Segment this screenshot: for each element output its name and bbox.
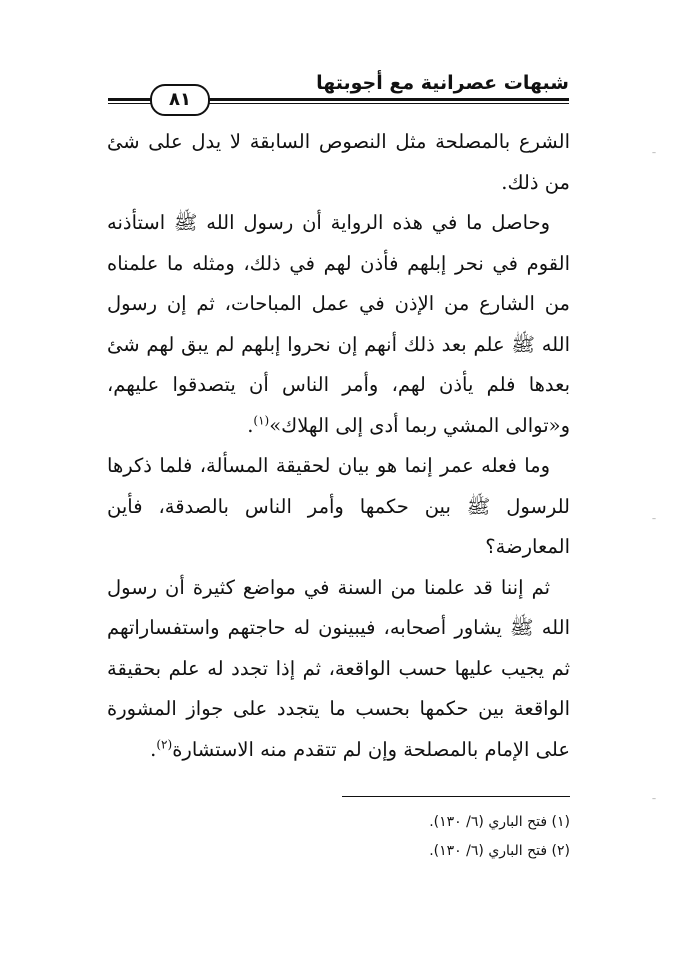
page-number: ٨١ (150, 84, 210, 116)
footnote-ref-2: (٢) (156, 737, 173, 751)
paragraph-narration-text: وحاصل ما في هذه الرواية أن رسول الله ﷺ استأذنه القوم في نحر إبلهم فأذن لهم في ذلك، ومثله ما علمناه من الشارع من الإذن في عمل المباحات، ثم إن رسول الله ﷺ علم بعد ذلك أنهم إن نحروا إبلهم لم يبق لهم شئ بعدها فلم يأذن لهم، وأمر الناس أن يتصدقوا عليهم، و«توالى المشي ربما أدى إلى الهلاك» (107, 211, 570, 437)
page-body (107, 122, 570, 770)
scan-edge-mark: – (652, 794, 656, 803)
paragraph-narration (107, 203, 570, 446)
scan-edge-mark: – (652, 148, 656, 157)
paragraph-narration-period: . (247, 413, 254, 437)
footnote-1: (١) فتح الباري (٦/ ١٣٠). (429, 814, 570, 830)
paragraph-sunnah-period: . (150, 737, 157, 761)
paragraph-sunnah (107, 568, 570, 771)
footnotes (107, 808, 570, 866)
paragraph-continuation: الشرع بالمصلحة مثل النصوص السابقة لا يدل على شئ من ذلك. (107, 130, 570, 194)
running-header (108, 72, 569, 118)
paragraph-umar: وما فعله عمر إنما هو بيان لحقيقة المسألة، فلما ذكرها للرسول ﷺ بين حكمها وأمر الناس بالصدقة، فأين المعارضة؟ (107, 454, 570, 558)
paragraph-sunnah-text: ثم إننا قد علمنا من السنة في مواضع كثيرة أن رسول الله ﷺ يشاور أصحابه، فيبينون له حاجتهم واستفساراتهم ثم يجيب عليها حسب الواقعة، ثم إذا تجدد له علم بحقيقة الواقعة بين حكمها بحسب ما يتجدد على جواز المشورة على الإمام بالمصلحة وإن لم تتقدم منه الاستشارة (107, 575, 570, 761)
footnote-separator (342, 796, 570, 797)
running-header-title: شبهات عصرانية مع أجوبتها (316, 72, 569, 94)
footnote-2: (٢) فتح الباري (٦/ ١٣٠). (429, 843, 570, 859)
footnote-ref-1: (١) (253, 413, 270, 427)
scan-edge-mark: – (652, 514, 656, 523)
